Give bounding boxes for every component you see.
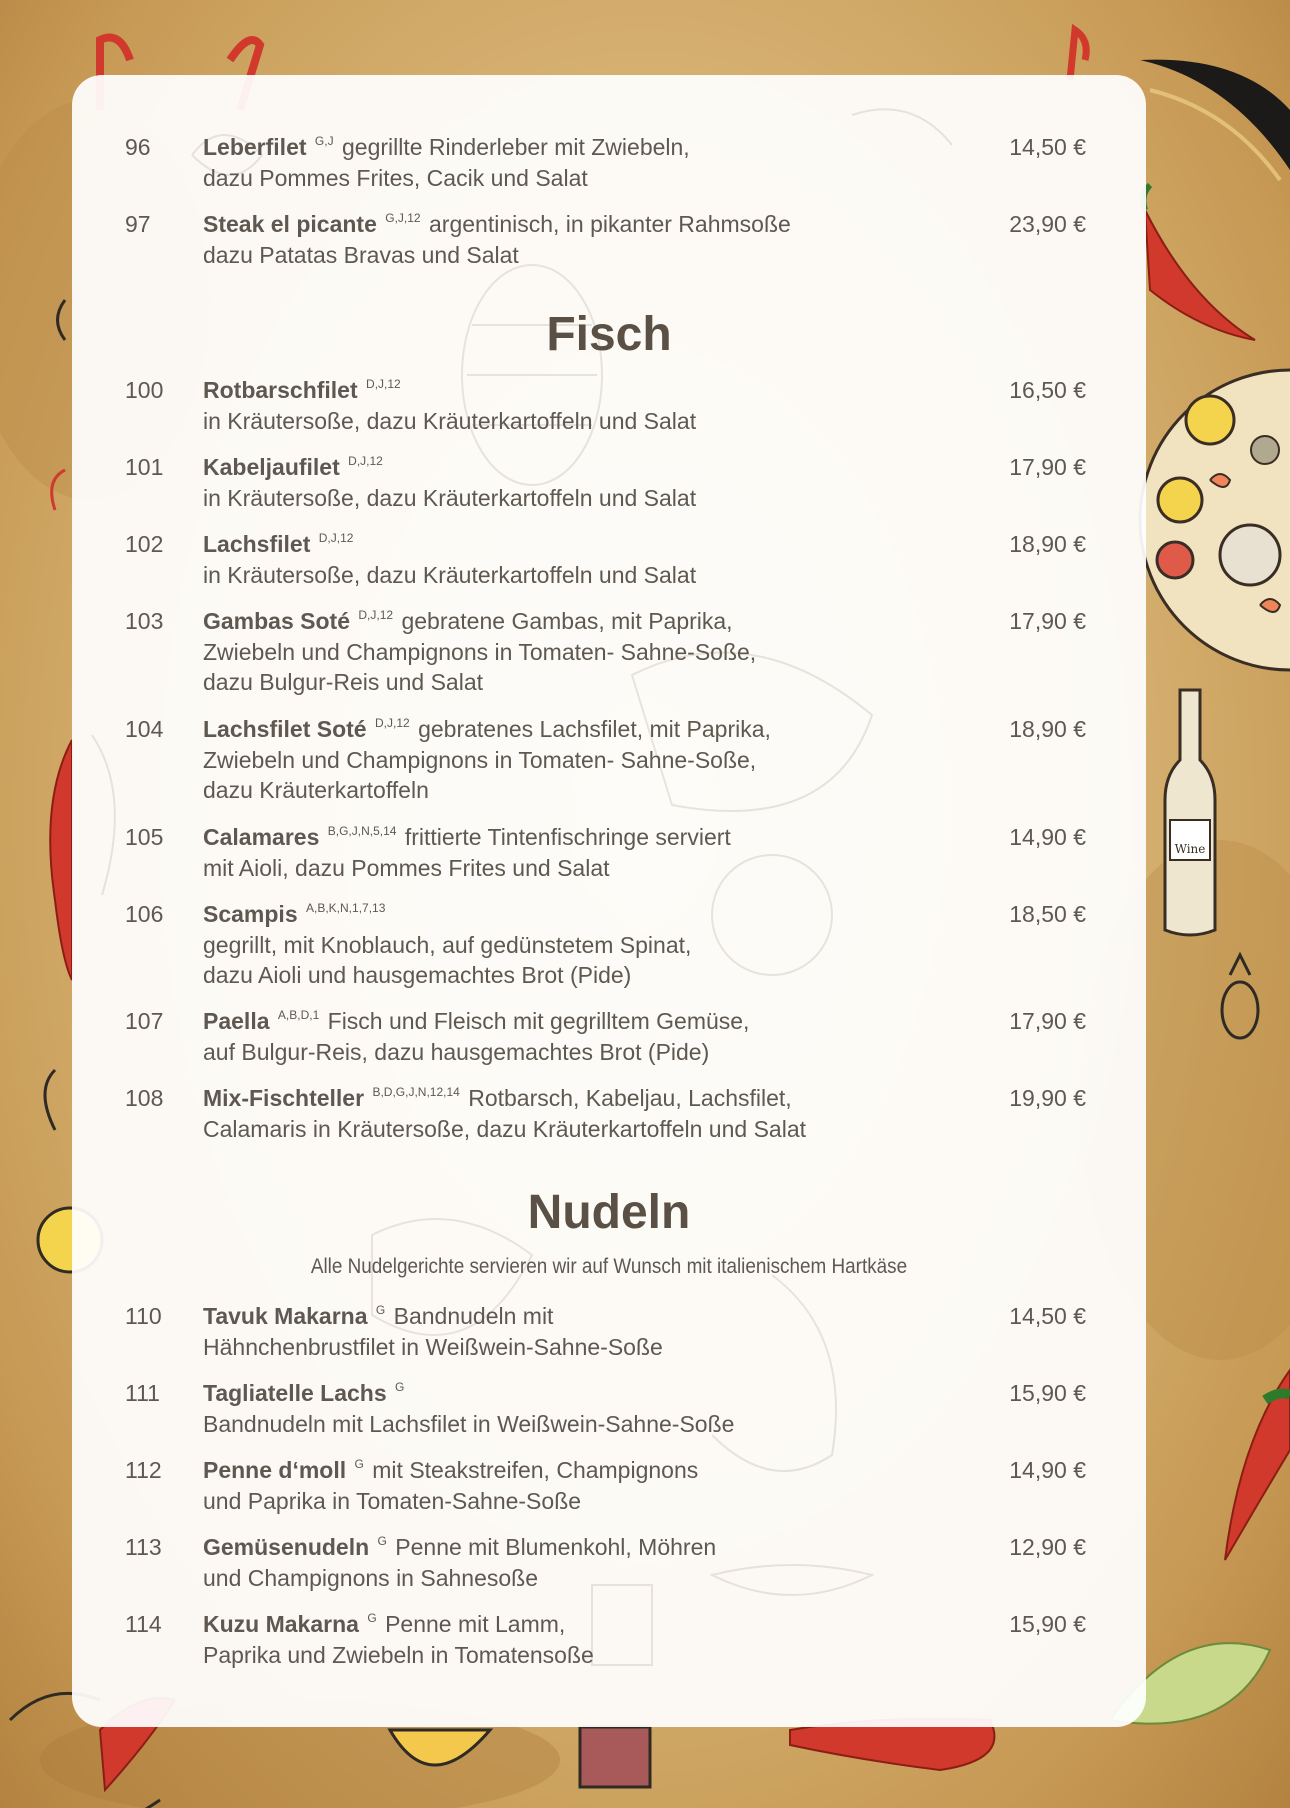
item-allergens: G	[395, 1380, 405, 1394]
item-text-line1: Rotbarsch, Kabeljau, Lachsfilet,	[468, 1085, 792, 1111]
item-allergens: G	[367, 1611, 377, 1625]
item-description	[203, 1609, 963, 1670]
item-number: 103	[125, 608, 164, 634]
item-price: 12,90 €	[1009, 1534, 1086, 1560]
item-text-line2: auf Bulgur-Reis, dazu hausgemachtes Brot (Pide)	[203, 1038, 710, 1065]
item-text-line2: und Paprika in Tomaten-Sahne-Soße	[203, 1487, 582, 1514]
item-text-line2: und Champignons in Sahnesoße	[203, 1564, 539, 1591]
item-allergens: G	[377, 1534, 387, 1548]
item-description	[203, 1378, 963, 1439]
item-name: Tavuk Makarna	[203, 1303, 368, 1329]
item-text-line3: dazu Kräuterkartoffeln	[203, 777, 429, 803]
item-description	[203, 1083, 963, 1144]
item-description	[203, 1532, 963, 1593]
item-description	[203, 606, 963, 698]
item-price: 14,90 €	[1009, 1457, 1086, 1483]
item-price: 18,50 €	[1009, 901, 1086, 927]
jar-icon	[580, 1727, 650, 1787]
item-number: 105	[125, 824, 164, 850]
item-text-line2: in Kräutersoße, dazu Kräuterkartoffeln und Salat	[203, 484, 697, 511]
item-text-line1: gebratene Gambas, mit Paprika,	[401, 608, 733, 634]
item-text-line2: gegrillt, mit Knoblauch, auf gedünstetem Spinat,	[203, 931, 692, 958]
item-text-line1: Penne mit Blumenkohl, Möhren	[395, 1534, 717, 1560]
item-name: Steak el picante	[203, 211, 377, 237]
item-price: 15,90 €	[1009, 1380, 1086, 1406]
item-price: 18,90 €	[1009, 531, 1086, 557]
item-text-line3: dazu Aioli und hausgemachtes Brot (Pide)	[203, 962, 632, 988]
item-description	[203, 452, 963, 513]
item-allergens: D,J,12	[366, 377, 401, 391]
guitar-icon	[1140, 60, 1290, 180]
item-price: 15,90 €	[1009, 1611, 1086, 1637]
item-name: Penne d‘moll	[203, 1457, 347, 1483]
item-number: 101	[125, 454, 164, 480]
item-number: 111	[125, 1380, 160, 1406]
item-price: 14,50 €	[1009, 134, 1086, 160]
menu-card	[72, 75, 1146, 1727]
item-text-line2: in Kräutersoße, dazu Kräuterkartoffeln und Salat	[203, 407, 697, 434]
item-text-line2: dazu Patatas Bravas und Salat	[203, 241, 519, 268]
item-name: Leberfilet	[203, 134, 307, 160]
item-text-line2: Bandnudeln mit Lachsfilet in Weißwein-Sahne-Soße	[203, 1410, 735, 1437]
item-description	[203, 529, 963, 590]
item-text-line1: gegrillte Rinderleber mit Zwiebeln,	[341, 134, 690, 160]
item-description	[203, 209, 963, 270]
item-description	[203, 1006, 963, 1067]
item-text-line2: Zwiebeln und Champignons in Tomaten- Sahne-Soße,	[203, 746, 757, 773]
item-name: Scampis	[203, 901, 298, 927]
item-text-line1: frittierte Tintenfischringe serviert	[404, 824, 731, 850]
item-allergens: G,J,12	[385, 211, 421, 225]
item-price: 19,90 €	[1009, 1085, 1086, 1111]
music-note-icon-right	[1070, 30, 1086, 80]
item-text-line1: Penne mit Lamm,	[385, 1611, 566, 1637]
item-text-line1: gebratenes Lachsfilet, mit Paprika,	[418, 716, 771, 742]
item-allergens: D,J,12	[375, 716, 410, 730]
section-note: Alle Nudelgerichte servieren wir auf Wunsch mit italienischem Hartkäse	[310, 1255, 908, 1278]
item-allergens: B,D,G,J,N,12,14	[372, 1085, 460, 1099]
item-name: Gemüsenudeln	[203, 1534, 370, 1560]
item-name: Kabeljaufilet	[203, 454, 340, 480]
wine-bottle-icon	[1165, 690, 1215, 935]
item-number: 96	[125, 134, 151, 160]
item-price: 16,50 €	[1009, 377, 1086, 403]
item-name: Calamares	[203, 824, 320, 850]
item-text-line1: Fisch und Fleisch mit gegrilltem Gemüse,	[327, 1008, 750, 1034]
item-number: 112	[125, 1457, 162, 1483]
item-text-line1: Bandnudeln mit	[393, 1303, 554, 1329]
item-number: 107	[125, 1008, 164, 1034]
item-number: 114	[125, 1611, 162, 1637]
item-name: Gambas Soté	[203, 608, 350, 634]
menu-content	[72, 75, 1146, 1727]
item-allergens: D,J,12	[318, 531, 354, 545]
item-allergens: B,G,J,N,5,14	[327, 824, 397, 838]
item-text-line1: argentinisch, in pikanter Rahmsoße	[429, 211, 791, 237]
item-name: Kuzu Makarna	[203, 1611, 359, 1637]
item-text-line1: mit Steakstreifen, Champignons	[372, 1457, 699, 1483]
item-text-line2: Zwiebeln und Champignons in Tomaten- Sahne-Soße,	[203, 638, 757, 665]
item-name: Mix-Fischteller	[203, 1085, 365, 1111]
item-text-line2: dazu Pommes Frites, Cacik und Salat	[203, 164, 588, 191]
item-allergens: G,J	[314, 134, 334, 148]
item-description	[203, 1455, 963, 1516]
item-number: 104	[125, 716, 164, 742]
pizza-icon	[1140, 370, 1290, 670]
item-description	[203, 822, 963, 883]
item-number: 106	[125, 901, 164, 927]
item-price: 14,50 €	[1009, 1303, 1086, 1329]
item-description	[203, 132, 963, 193]
item-text-line2: Calamaris in Kräutersoße, dazu Kräuterkartoffeln und Salat	[203, 1115, 806, 1142]
item-number: 108	[125, 1085, 164, 1111]
section-title-fisch: Fisch	[546, 308, 672, 361]
item-text-line2: Hähnchenbrustfilet in Weißwein-Sahne-Soße	[203, 1333, 663, 1360]
item-allergens: G	[375, 1303, 386, 1317]
item-text-line2: Paprika und Zwiebeln in Tomatensoße	[203, 1641, 594, 1668]
item-text-line3: dazu Bulgur-Reis und Salat	[203, 669, 483, 695]
bell-pepper-icon	[50, 740, 72, 980]
item-text-line2: in Kräutersoße, dazu Kräuterkartoffeln und Salat	[203, 561, 697, 588]
item-allergens: G	[354, 1457, 364, 1471]
item-description	[203, 1301, 963, 1362]
item-price: 23,90 €	[1009, 211, 1086, 237]
item-name: Lachsfilet	[203, 531, 311, 557]
chili-pepper-icon-right-lower	[1225, 1370, 1290, 1560]
item-price: 18,90 €	[1009, 716, 1086, 742]
item-allergens: D,J,12	[348, 454, 383, 468]
item-number: 97	[125, 211, 151, 237]
item-description	[203, 899, 963, 991]
item-description	[203, 714, 963, 806]
item-name: Lachsfilet Soté	[203, 716, 367, 742]
item-price: 17,90 €	[1009, 1008, 1086, 1034]
item-price: 14,90 €	[1009, 824, 1086, 850]
item-price: 17,90 €	[1009, 454, 1086, 480]
wine-bottle-label: Wine	[1174, 842, 1206, 856]
item-price: 17,90 €	[1009, 608, 1086, 634]
chili-pepper-icon	[1143, 185, 1255, 340]
item-allergens: A,B,D,1	[277, 1008, 320, 1022]
item-name: Tagliatelle Lachs	[203, 1380, 387, 1406]
item-number: 110	[125, 1303, 162, 1329]
item-description	[203, 375, 963, 436]
item-number: 113	[125, 1534, 162, 1560]
item-allergens: D,J,12	[358, 608, 394, 622]
item-name: Paella	[203, 1008, 270, 1034]
item-number: 100	[125, 377, 164, 403]
item-name: Rotbarschfilet	[203, 377, 358, 403]
section-title-nudeln: Nudeln	[527, 1186, 691, 1239]
item-allergens: A,B,K,N,1,7,13	[306, 901, 386, 915]
item-number: 102	[125, 531, 164, 557]
item-text-line2: mit Aioli, dazu Pommes Frites und Salat	[203, 854, 610, 881]
